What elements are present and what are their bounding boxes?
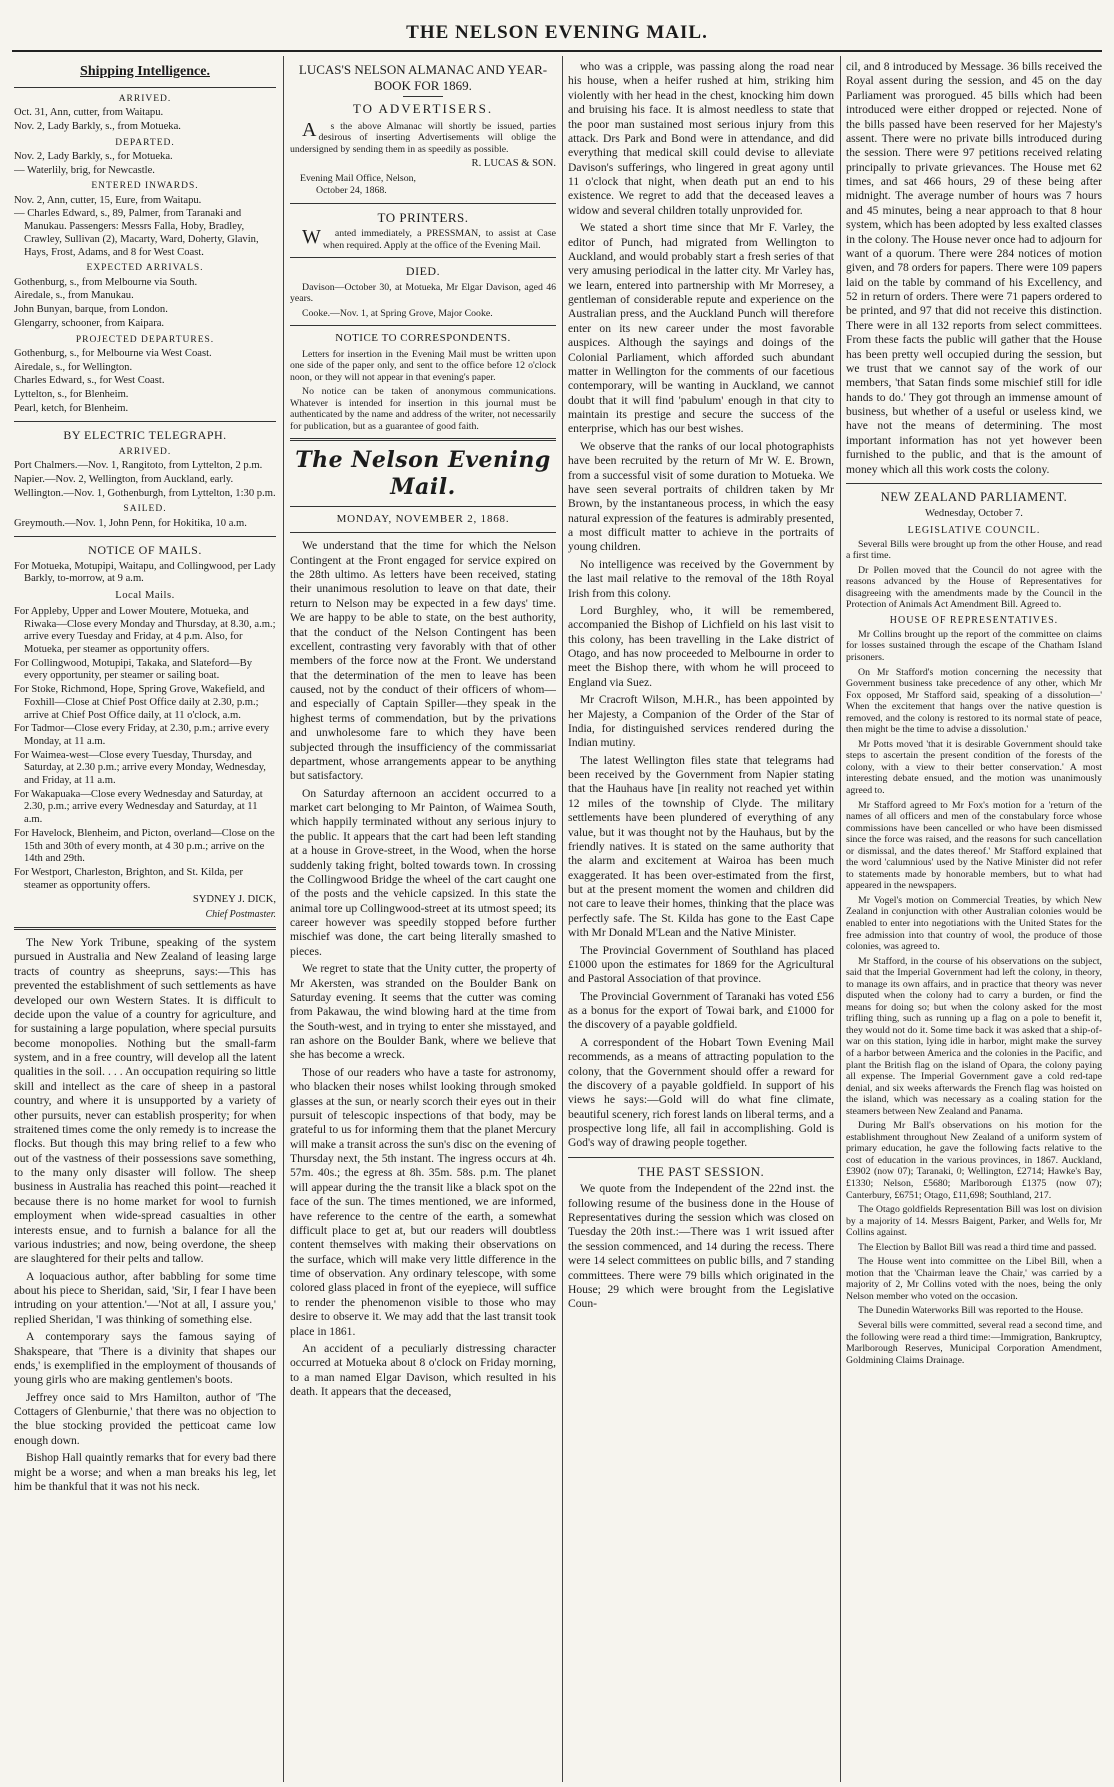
shipping-entry: Airedale, s., from Manukau. [14, 290, 134, 302]
printers-body: Wanted immediately, a PRESSMAN, to assist at Case when required. Apply at the office of the Evening Mail. [302, 226, 556, 251]
telegraph-entry: Napier.—Nov. 2, Wellington, from Auckland, early. [14, 473, 234, 485]
local-mails-heading: Local Mails. [115, 590, 175, 602]
column-rule [562, 56, 563, 1782]
mail-entry: For Stoke, Richmond, Hope, Spring Grove, Wakefield, and Foxhill—Close at Chief Post Office daily at 2.30, p.m.; arrive at Chief Post Office daily, at 11 o'clock, a.m. [14, 684, 265, 721]
article-paragraph: We regret to state that the Unity cutter, the property of Mr Akersten, was stranded on the Boulder Bank on Saturday evening. It seems that the cutter was coming from Pakawau, the wind blowing hard at the time from the South-west, and in trying to enter she misstayed, and ran ashore on the Boulder Bank, where we believe that she has become a wreck. [290, 962, 556, 1062]
divider [290, 438, 556, 441]
projected-heading: PROJECTED DEPARTURES. [75, 334, 215, 345]
departed-heading: DEPARTED. [115, 137, 175, 148]
column-1-articles [14, 936, 276, 1494]
article-paragraph: We stated a short time since that Mr F. Varley, the editor of Punch, had migrated from Wellington to Auckland, and would probably start a fresh series of that very amusing periodical in the latter city. Mr Varley has, we learn, entered into partnership with Mr Morresey, a gentleman of considerable repute and experience on the Australian press, and the Auckland Punch will therefore enter on its new career under the most favorable auspices. Although the sayings and doings of the Colonial Parliament, which afforded such abundant matter in Wellington for the comments of our facetious contemporary, will be wanting in Auckland, we cannot doubt that it will find 'pabulum' enough in that city to maintain its prestige and secure the success of the enterprise, which has our best wishes. [568, 221, 834, 436]
tel-arrived-heading: ARRIVED. [118, 446, 172, 457]
house-paragraph: Mr Potts moved 'that it is desirable Government should take steps to ascertain the present condition of the forests of the colony, with a view to their better conservation.' A most interesting debate ensued, and the motion was unanimously agreed to. [846, 738, 1102, 796]
article-paragraph: The New York Tribune, speaking of the system pursued in Australia and New Zealand of leasing large tracts of country as sheepruns, says:—This has prevented the establishment of such settlements as have developed our own Western States. It is difficult to decide upon the value of a country for agriculture, and for sustaining a large population, where special pursuits become monopolies. Nothing but the small-farm system, and in a free country, will develop all the latent qualities in the soil. . . . An occupation requiring so little skill and intellect as the care of sheep in a pastoral country, and where it is unsupported by a variety of other pursuits, never can establish prosperity; for when straitened times come the only remedy is to increase the flocks. But though this may bring relief to a few who out of the vastness of their possessions save something, to the many only disaster will follow. The sheep business in Australia has reached this point—reached it because there is no home market for wool to furnish employment when wide-spread casualties in other interests ensue, and to furnish a balance for all the various industries; and now, being overdone, the sheep are slaughtered for their pelts and tallow. [14, 936, 276, 1266]
paper-masthead: The Nelson Evening Mail. [295, 447, 551, 500]
session-continued: cil, and 8 introduced by Message. 36 bills received the Royal assent during the session, and 45 on the day Parliament was prorogued. 45 bills which had been introduced were either dropped or rejected. None of the bills passed have been reserved for her Majesty's assent. There were no private bills introduced during the session. There were 97 petitions received relating principally to private grievances. The House met 62 times, and sat 466 hours, 29 of these being after midnight. The average number of hours was 7 hours and 45 minutes, being a near approach to that 8 hour system, which has been adopted by less exalted classes in the colony. The House never once had to adjourn for want of a quorum. There were 284 notices of motion given, and 78 orders for papers. There were 109 papers laid on the table by command of his Excellency, and 52 in return of orders. There were 71 papers ordered to be printed, and 97 that did not receive this distinction. There were in all 132 reports from select committees. From these facts the public will gather that the House has been pretty well occupied during the session, but we trust that we cannot say of the work of our members, 'that Satan finds some mischief still for idle hands to do.' They got through an immense amount of business, but whether of a useful or useless kind, we have not the means of determining. The most important information has not yet however been furnished to the public, and that is the amount of money which all this work costs the colony. [846, 60, 1102, 476]
tel-sailed-list [14, 518, 276, 531]
article-paragraph: Jeffrey once said to Mrs Hamilton, author of 'The Cottagers of Glenburnie,' that there was no objection to the blue stocking provided the petticoat came low enough down. [14, 1390, 276, 1447]
article-paragraph: The latest Wellington files state that telegrams had been received by the Government from Napier stating that the Hauhaus have [in reality not reached yet within 12 miles of the township of Clyde. The military settlements have been plundered of everything of any value, but it was thought not by the Hauhaus, but by the friendly natives. It is stated on the same authority that the alarm and excitement at Wairoa has been much exaggerated. It has been over-estimated from the first, but at the present moment the women and children did not care to leave their homes, thinking that the place was perfectly safe. The St. Kilda has gone to the East Cape with Mr Donald M'Lean and the Native Minister. [568, 753, 834, 940]
house-paragraph: Mr Vogel's motion on Commercial Treaties, by which New Zealand in conjunction with other Australian colonies would be enabled to enter into negotiations with the United States for the free admission into that country of wool, the produce of those colonies, was agreed to. [846, 894, 1102, 953]
telegraph-entry: Greymouth.—Nov. 1, John Penn, for Hokitika, 10 a.m. [14, 517, 247, 529]
house-paragraph: The Dunedin Waterworks Bill was reported to the House. [858, 1305, 1084, 1317]
divider [290, 506, 556, 507]
column-rule [840, 56, 841, 1782]
article-paragraph: An accident of a peculiarly distressing character occurred at Motueka about 8 o'clock on Friday morning, to a man named Elgar Davison, which resulted in his death. It appears that the deceased, [290, 1341, 556, 1399]
divider [14, 87, 276, 88]
mail-entry: For Waimea-west—Close every Tuesday, Thursday, and Saturday, at 2.30 p.m.; arrive every Monday, Wednesday, and Friday, at 11 a.m. [14, 749, 266, 787]
council-heading: LEGISLATIVE COUNCIL. [907, 524, 1041, 536]
shipping-entry: Charles Edward, s., for West Coast. [14, 375, 165, 387]
shipping-entry: Airedale, s., for Wellington. [14, 361, 133, 373]
mail-entry: For Tadmor—Close every Friday, at 2.30, p.m.; arrive every Monday, at 11 a.m. [14, 723, 270, 747]
dateline: MONDAY, NOVEMBER 2, 1868. [336, 513, 510, 526]
article-paragraph: Those of our readers who have a taste for astronomy, who blacken their noses whilst looking through smoked glasses at the sun, or nearly scorch their eyes out in their pursuit of telescopic inspections of that body, may be grateful to us for informing them that the planet Mercury will make a transit across the sun's disc on the evening of Thursday next, the 5th instant. The ingress occurs at 4h. 57m. 40s.; the egress at 8h. 35m. 58s. p.m. The planet will appear during the the transit like a black spot on the face of the sun. The times mentioned, we are informed, have reference to the centre of the earth, a somewhat difficult place to get at, but our readers will doubtless content themselves with making their observations on the surface, which will make very little difference in the time of observation. Any ordinary telescope, with some colored glass placed in front of the eyepiece, will suffice to render the phenomenon visible to those who may desire to observe it. We may add that the last transit took place in 1861. [290, 1065, 556, 1338]
column-2 [290, 60, 556, 1782]
almanac-office: Evening Mail Office, Nelson, [300, 173, 416, 185]
council-paragraph: Several Bills were brought up from the other House, and read a first time. [846, 538, 1102, 562]
house-paragraph: During Mr Ball's observations on his motion for the establishment throughout New Zealand of a uniform system of primary education, he gave the following facts relative to the cost of education in the various provinces, in 1867. Auckland, £3902 (now 07); Taranaki, 0; Wellington, £2714; Hawke's Bay, £1330; Nelson, £5680; Marlborough £1375 (now 07); Canterbury, £6751; Otago, £11,698; Southland, 217. [846, 1120, 1102, 1201]
parliament-heading: NEW ZEALAND PARLIAMENT. [880, 489, 1068, 504]
article-paragraph: A correspondent of the Hobart Town Evening Mail recommends, as a means of attracting population to the colony, that the Government should offer a reward for the discovery of a payable goldfield. In support of his views he says:—Gold will do what fine climate, beautiful scenery, rich forest lands on liberal terms, and a prospective long life, all fail in accomplishing. Gold is God's way of drawing people together. [568, 1035, 834, 1150]
house-paragraph: The House went into committee on the Libel Bill, when a motion that the 'Chairman leave the Chair,' was carried by a majority of 2, Mr Collins voted with the noes, being the only Nelson member who voted on the occasion. [846, 1256, 1102, 1302]
shipping-title: Shipping Intelligence. [80, 64, 210, 79]
departed-list [14, 151, 276, 177]
house-paragraph: Mr Collins brought up the report of the committee on claims for losses sustained through the escape of the Chatham Island prisoners. [846, 628, 1102, 663]
article-paragraph: A loquacious author, after babbling for some time about his piece to Sheridan, said, 'Sir, I fear I have been intruding on your attention.'—'Not at all, I assure you,' replied Sheridan, 'I was thinking of something else. [14, 1269, 276, 1326]
divider [290, 532, 556, 533]
divider [14, 927, 276, 930]
mail-entry: For Wakapuaka—Close every Wednesday and Saturday, at 2.30, p.m.; arrive every Wednesday and Saturday, at 11 a.m. [14, 788, 263, 826]
shipping-entry: Nov. 2, Lady Barkly, s., from Motueka. [14, 120, 181, 132]
divider [290, 203, 556, 204]
postmaster-title: Chief Postmaster. [205, 909, 276, 921]
session-para: We quote from the Independent of the 22nd inst. the following resume of the business done in the House of Representatives during the session which was closed on Tuesday the 20th inst.:—There was 1 writ issued after the session commenced, and 14 during the recess. There were 14 select committees on public bills, and 7 standing committees. There were 79 bills which originated in the House; 29 which were brought from the Legislative Coun- [568, 1182, 834, 1311]
shipping-entry: John Bunyan, barque, from London. [14, 304, 168, 316]
council-paragraph: Dr Pollen moved that the Council do not agree with the reasons advanced by the House of Representatives for disagreeing with the amendments made by the Council in the Protection of Animals Act Amendment Bill. Agreed to. [846, 564, 1102, 611]
column-1 [14, 60, 276, 1782]
local-mails-list [14, 606, 276, 892]
masthead-rule [12, 50, 1102, 52]
house-paragraph: Several bills were committed, several read a second time, and the following were read a third time:—Immigration, Bankruptcy, Marlborough Reserves, Municipal Corporation Amendment, Goldmining Claims Drainage. [846, 1320, 1102, 1366]
shipping-entry: Gothenburg, s., for Melbourne via West Coast. [14, 347, 212, 359]
telegraph-entry: Wellington.—Nov. 1, Gothenburgh, from Lyttelton, 1:30 p.m. [14, 487, 276, 499]
session-heading: THE PAST SESSION. [637, 1163, 765, 1179]
article-paragraph: Lord Burghley, who, it will be remembered, accompanied the Bishop of Lichfield on his last visit to this colony, has been travelling in the Lake district of Otago, and has now proceeded to Melbourne in order to meet the Bishop there, with whom he will proceed to England via Suez. [568, 603, 834, 689]
article-paragraph: The Provincial Government of Taranaki has voted £56 as a bonus for the export of Towai bark, and £1000 for the discovery of a payable goldfield. [568, 989, 834, 1032]
divider [14, 421, 276, 422]
printers-heading: TO PRINTERS. [377, 209, 469, 225]
almanac-signature: R. LUCAS & SON. [471, 158, 556, 170]
shipping-entry: Nov. 2, Lady Barkly, s., for Motueka. [14, 150, 173, 162]
died-heading: DIED. [405, 264, 441, 279]
shipping-entry: Oct. 31, Ann, cutter, from Waitapu. [14, 107, 164, 119]
house-paragraph: Mr Stafford agreed to Mr Fox's motion for a 'return of the names of all officers and men of the constabulary force whose commissions have been cancelled or who have been dismissed since the force was raised, and the reasons for such cancellation or dismissal, and the dates thereof.' Mr Stafford explained that the word 'calumnious' used by the Native Minister did not refer to statements made by honorable members, but to what had appeared in the newspapers. [846, 799, 1102, 892]
mails-heading: NOTICE OF MAILS. [88, 543, 202, 558]
shipping-entry: Nov. 2, Ann, cutter, 15, Eure, from Waitapu. [14, 194, 202, 206]
mail-entry: For Appleby, Upper and Lower Moutere, Motueka, and Riwaka—Close every Monday and Thursday, at 8.30, a.m.; arrive every Tuesday and Friday, at 4 p.m. Also, for Motueka, per steamer as opportunity offers. [14, 605, 276, 655]
masthead: THE NELSON EVENING MAIL. [406, 22, 708, 43]
almanac-subtitle: TO ADVERTISERS. [352, 101, 494, 117]
entered-heading: ENTERED INWARDS. [91, 181, 199, 192]
article-paragraph: A contemporary says the famous saying of Shakspeare, that 'There is a divinity that shapes our ends,' is exemplified in the employment of thousands of young girls who are making gentlemen's boots. [14, 1330, 276, 1387]
article-paragraph: who was a cripple, was passing along the road near his house, when a heifer rushed at him, striking him violently with her head in the chest, knocking him down and bruising his face. It is almost needless to state that the poor man sustained most serious injury from this attack. Drs Park and Bond were in attendance, and did everything that medical skill could devise to alleviate Davison's sufferings, who lingered in great agony until 11 o'clock that night, when death put an end to his existence. We regret to add that the deceased leaves a widow and several children totally unprovided for. [568, 60, 834, 217]
almanac-date: October 24, 1868. [316, 184, 387, 196]
parliament-date: Wednesday, October 7. [925, 507, 1023, 519]
notice-para-1: Letters for insertion in the Evening Mail must be written upon one side of the paper only, and sent to the office before 12 o'clock noon, or they will not appear in that evening's paper. [290, 348, 556, 383]
shipping-entry: Glengarry, schooner, from Kaipara. [14, 317, 165, 329]
article-paragraph: Mr Cracroft Wilson, M.H.R., has been appointed by her Majesty, a Companion of the Order of the Star of India, for distinguished services rendered during the Indian mutiny. [568, 693, 834, 750]
column-3-articles [568, 60, 834, 1151]
entered-list [14, 195, 276, 260]
house-heading: HOUSE OF REPRESENTATIVES. [889, 614, 1059, 626]
notice-para-2: No notice can be taken of anonymous communications. Whatever is intended for insertion in this journal must be authenticated by the name and address of the writer, not necessarily for publication, but as a guarantee of good faith. [290, 386, 556, 432]
shipping-entry: — Waterlily, brig, for Newcastle. [14, 164, 155, 176]
projected-list [14, 348, 276, 416]
shipping-entry: Pearl, ketch, for Blenheim. [14, 402, 129, 414]
shipping-entry: — Charles Edward, s., 89, Palmer, from Taranaki and Manukau. Passengers: Messrs Falla, Hoby, Bradley, Crawley, Sullivan (2), Macarty, Ward, Doherty, Glavin, Hays, Frost, Adams, and 8 for West Coast. [14, 208, 259, 258]
house-paras [846, 629, 1102, 1366]
house-paragraph: On Mr Stafford's motion concerning the necessity that Government business take precedence of any other, which Mr Fox opposed, Mr Stafford said, speaking of a dissolution—' When the excitement that hangs over the native question is removed, and the colony is restored to its normal state of peace, then might be the time to advise a dissolution.' [846, 666, 1102, 736]
article-paragraph: We understand that the time for which the Nelson Contingent at the Front engaged for service expired on the 28th ultimo. As letters have been received, stating their unanimous resolution to leave on that date, their return to Nelson may be expected in a few days' time. We are happy to be able to state, on the best authority, that the conduct of the Nelson Contingent has been excellent, contrasting very favorably with that of other members of the force now at the Front. We understand that the determination of the men to leave has been caused, not by the conduct of their officers of whom—and especially of Captain Spiller—they speak in the highest terms of commendation, but by the privations and unwholesome fare to which they have been subjected through the insufficiency of the commissariat department, whose arrangements appear to be anything but satisfactory. [290, 539, 556, 783]
divider [14, 536, 276, 537]
article-paragraph: We observe that the ranks of our local photographists have been recruited by the return of Mr W. E. Brown, from a successful visit of some duration to Motueka. We have seen several portraits of children taken by Mr Brown, by the instantaneous process, in which the easy natural expression of the features is admirably presented, a most difficult matter to achieve in the portraits of young children. [568, 439, 834, 554]
arrived-heading: ARRIVED. [118, 93, 172, 104]
house-paragraph: The Otago goldfields Representation Bill was lost on division by a majority of 14. Messrs Baigent, Parker, and Wells for, Mr Collins against. [846, 1204, 1102, 1239]
column-2-articles [290, 539, 556, 1399]
divider [290, 257, 556, 258]
article-paragraph: The Provincial Government of Southland has placed £1000 upon the estimates for 1869 for the Agricultural and Pastoral Association of that province. [568, 943, 834, 986]
notice-heading: NOTICE TO CORRESPONDENTS. [335, 332, 511, 345]
postmaster-name: SYDNEY J. DICK, [192, 894, 276, 906]
almanac-body: As the above Almanac will shortly be issued, parties desirous of inserting Advertisements will oblige the undersigned by sending them in as speedily as possible. [290, 118, 556, 155]
divider [290, 325, 556, 326]
shipping-entry: Lyttelton, s., for Blenheim. [14, 389, 129, 400]
article-paragraph: Bishop Hall quaintly remarks that for every bad there might be a worse; and when a man breaks his leg, let him be thankful that it was not his neck. [14, 1451, 276, 1493]
column-4 [846, 60, 1102, 1782]
tel-sailed-heading: SAILED. [123, 504, 167, 515]
shipping-entry: Gothenburg, s., from Melbourne via South. [14, 276, 198, 288]
died-list [290, 282, 556, 320]
article-paragraph: On Saturday afternoon an accident occurred to a market cart belonging to Mr Painton, of Waimea South, which happily terminated without any serious injury to the public. It appears that the cart had been left standing at a house in Grove-street, in the Wood, when the horse suddenly taking fright, bolted towards town. In crossing the Collingwood Bridge the wheel of the cart caught one of the posts and the vehicle capsized. In this state the animal tore up Collingwood-street at its utmost speed; its career however was speedily stopped before further mischief was done, the cart being literally smashed to pieces. [290, 786, 556, 958]
telegraph-heading: BY ELECTRIC TELEGRAPH. [63, 428, 227, 443]
article-paragraph: No intelligence was received by the Government by the last mail relative to the removal of the 18th Royal Irish from this colony. [568, 557, 834, 600]
death-notice: Cooke.—Nov. 1, at Spring Grove, Major Cooke. [302, 307, 493, 319]
arrived-list [14, 107, 276, 133]
mail-entry: For Westport, Charleston, Brighton, and St. Kilda, per steamer as opportunity offers. [14, 866, 244, 891]
expected-heading: EXPECTED ARRIVALS. [86, 263, 204, 274]
death-notice: Davison—October 30, at Motueka, Mr Elgar Davison, aged 46 years. [290, 281, 556, 305]
mail-entry: For Collingwood, Motupipi, Takaka, and Slateford—By every opportunity, per steamer or sailing boat. [14, 657, 252, 682]
house-paragraph: The Election by Ballot Bill was read a third time and passed. [858, 1241, 1097, 1253]
mails-intro: For Motueka, Motupipi, Waitapu, and Collingwood, per Lady Barkly, to-morrow, at 9 a.m. [14, 560, 276, 585]
divider [403, 96, 443, 97]
council-paras [846, 539, 1102, 611]
column-3 [568, 60, 834, 1782]
expected-list [14, 277, 276, 331]
mail-entry: For Havelock, Blenheim, and Picton, overland—Close on the 15th and 30th of every month, at 4 30 p.m.; arrive on the 14th and 29th. [14, 827, 275, 865]
column-rule [283, 56, 284, 1782]
house-paragraph: Mr Stafford, in the course of his observations on the subject, said that the Imperial Government had left the colony, in theory, to manage its own affairs, and in practice that theory was never disputed when the colony had to carry a burden, or find the means for doing so; but when the colony asked for the most trifling thing, such as running up a flag on a pole to benefit it, they would not do it. Some time back it was asked that a ship-of-war on this station, lying idle in harbor, might make the survey of a harbor between America and the colonies in the Pacific, and plant the British flag on the island of Opara, the colony paying all expense. The Imperial Government gave a cold red-tape denial, and six weeks afterwards the French flag was hoisted on the island, which was necessary as a coaling station for the steamers between New Zealand and Panama. [846, 955, 1102, 1117]
telegraph-entry: Port Chalmers.—Nov. 1, Rangitoto, from Lyttelton, 2 p.m. [14, 460, 263, 472]
tel-arrived-list [14, 460, 276, 500]
almanac-title: LUCAS'S NELSON ALMANAC AND YEAR-BOOK FOR 1869. [298, 62, 548, 93]
divider [568, 1157, 834, 1158]
divider [846, 483, 1102, 484]
